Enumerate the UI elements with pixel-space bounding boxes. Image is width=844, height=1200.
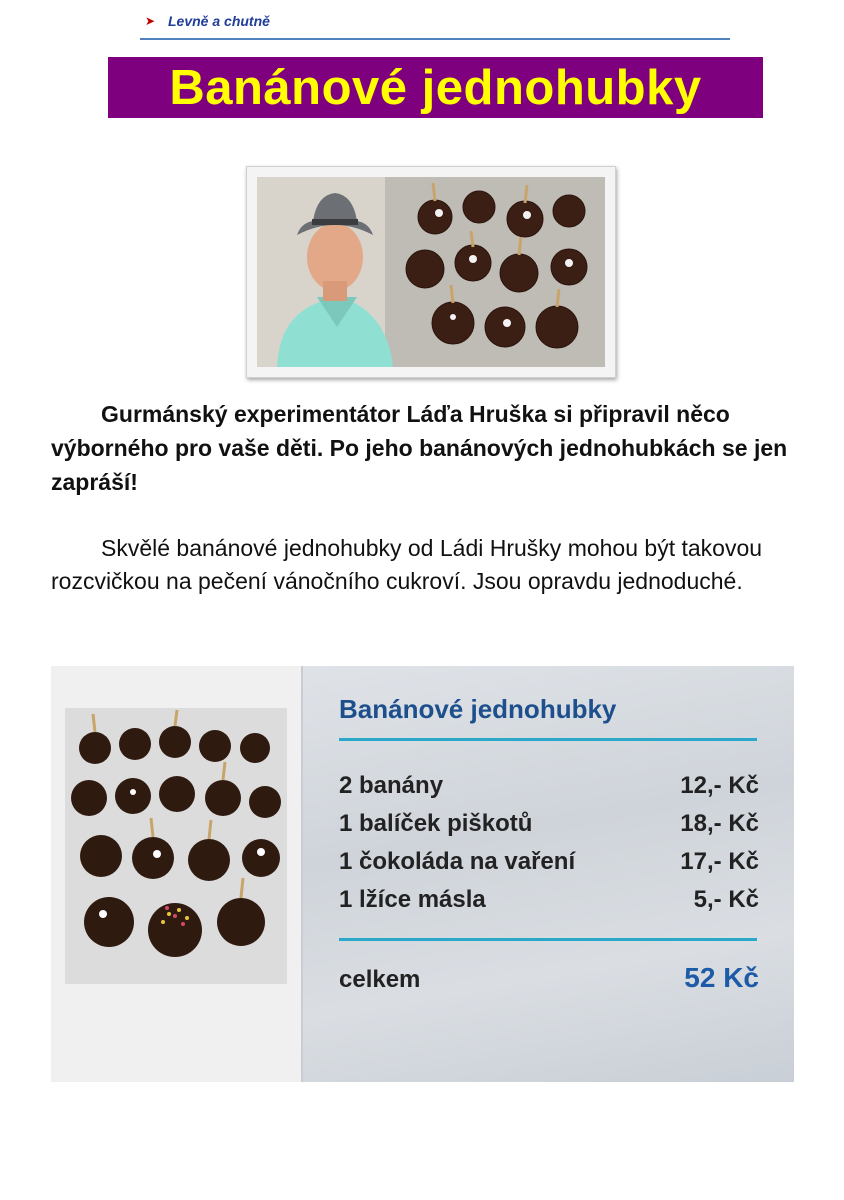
arrow-bullet-icon: ➤ — [145, 14, 156, 28]
chef-photo-illustration — [257, 177, 605, 367]
chef-photo — [257, 177, 605, 367]
body-paragraph: Skvělé banánové jednohubky od Ládi Hrušky mohou být takovou rozcvičkou na pečení vánočního cukroví. Jsou opravdu jednoduché. — [51, 535, 763, 594]
page-title: Banánové jednohubky — [169, 60, 702, 115]
ingredient-item: 1 lžíce másla — [339, 886, 486, 913]
total-row — [339, 962, 759, 994]
recipe-card-top-rule — [339, 738, 757, 741]
ingredient-row — [339, 810, 759, 844]
section-label: Levně a chutně — [168, 13, 270, 29]
ingredient-item: 2 banány — [339, 772, 444, 799]
recipe-card-photo-panel — [51, 666, 303, 1082]
ingredient-row — [339, 848, 759, 882]
recipe-card — [51, 666, 794, 1082]
ingredient-item: 1 balíček piškotů — [339, 810, 533, 837]
recipe-card-price-panel — [303, 666, 794, 1082]
total-label: celkem — [339, 966, 421, 993]
title-banner — [108, 57, 763, 118]
ingredient-price: 5,- Kč — [693, 886, 759, 913]
ingredient-price: 12,- Kč — [680, 772, 759, 799]
ingredient-item: 1 čokoláda na vaření — [339, 848, 576, 875]
ingredient-row — [339, 772, 759, 806]
ingredient-price: 17,- Kč — [680, 848, 759, 875]
total-value: 52 Kč — [684, 962, 759, 993]
recipe-photo-illustration — [65, 708, 287, 984]
recipe-card-bottom-rule — [339, 938, 757, 941]
recipe-card-title: Banánové jednohubky — [339, 694, 617, 724]
ingredient-price: 18,- Kč — [680, 810, 759, 837]
chef-photo-frame — [246, 166, 616, 378]
intro-paragraph: Gurmánský experimentátor Láďa Hruška si připravil něco výborného pro vaše děti. Po jeho banánových jednohubkách se jen zapráší! — [51, 401, 788, 495]
ingredient-row — [339, 886, 759, 920]
recipe-photo — [65, 708, 287, 984]
